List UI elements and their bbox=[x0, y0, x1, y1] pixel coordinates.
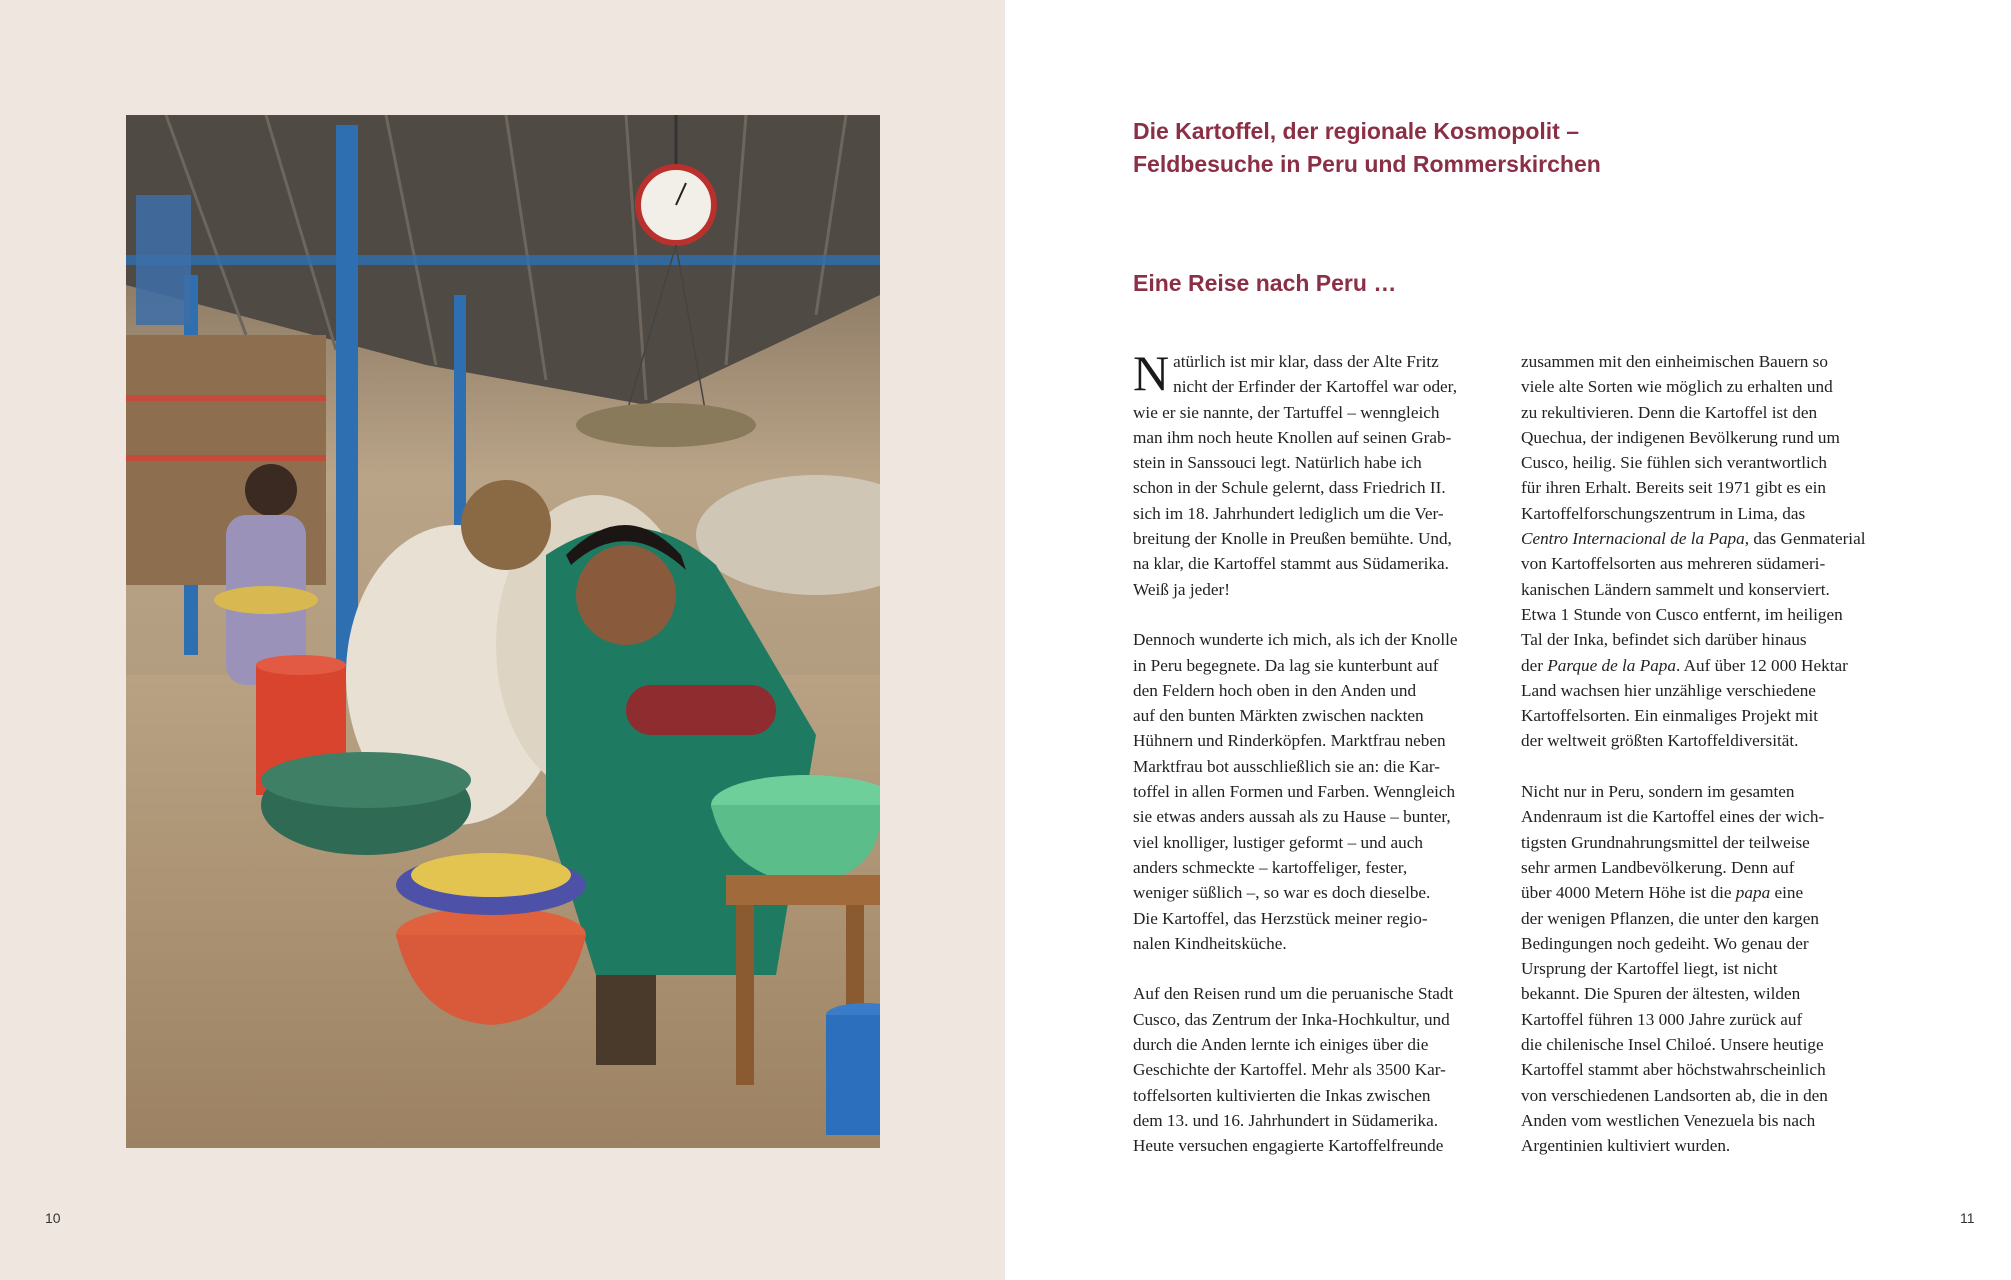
text-column-1 bbox=[1133, 345, 1511, 1159]
text-line: Nicht nur in Peru, sondern im gesamten bbox=[1521, 782, 1795, 802]
text-line: den Feldern hoch oben in den Anden und bbox=[1133, 680, 1417, 700]
paragraph bbox=[1133, 345, 1511, 602]
text-line: Andenraum ist die Kartoffel eines der wich- bbox=[1521, 807, 1825, 827]
text-line: stein in Sanssouci legt. Natürlich habe ich bbox=[1133, 453, 1422, 473]
text-line: Kartoffel führen 13 000 Jahre zurück auf bbox=[1521, 1009, 1803, 1029]
text-line: Land wachsen hier unzählige verschiedene bbox=[1521, 680, 1816, 700]
text-line: Auf den Reisen rund um die peruanische Stadt bbox=[1133, 984, 1454, 1004]
text-line: in Peru begegnete. Da lag sie kunterbunt auf bbox=[1133, 655, 1439, 675]
text-line: der wenigen Pflanzen, die unter den kargen bbox=[1521, 908, 1819, 928]
chapter-heading bbox=[1133, 115, 1853, 181]
text-line: viel knolliger, lustiger geformt – und auch bbox=[1133, 832, 1423, 852]
text-line: Dennoch wunderte ich mich, als ich der Knolle bbox=[1133, 630, 1458, 650]
paragraph bbox=[1133, 981, 1511, 1158]
market-photo bbox=[126, 115, 880, 1148]
text-line: Kartoffel stammt aber höchstwahrscheinlich bbox=[1521, 1060, 1826, 1080]
italic-term: Parque de la Papa bbox=[1547, 655, 1676, 675]
text-line: Anden vom westlichen Venezuela bis nach bbox=[1521, 1110, 1816, 1130]
text-line: toffelsorten kultivierten die Inkas zwischen bbox=[1133, 1085, 1431, 1105]
text-line: viele alte Sorten wie möglich zu erhalten und bbox=[1521, 377, 1833, 397]
italic-term: Centro Internacional de la Papa bbox=[1521, 529, 1745, 549]
text-line: Kartoffelforschungszentrum in Lima, das bbox=[1521, 503, 1806, 523]
text-line: wie er sie nannte, der Tartuffel – wenngleich bbox=[1133, 402, 1440, 422]
text-line: Etwa 1 Stunde von Cusco entfernt, im heiligen bbox=[1521, 604, 1843, 624]
page-number-right: 11 bbox=[1960, 1210, 1975, 1226]
text-line: sehr armen Landbevölkerung. Denn auf bbox=[1521, 857, 1795, 877]
text-line: der weltweit größten Kartoffeldiversität. bbox=[1521, 731, 1799, 751]
text-line: auf den bunten Märkten zwischen nackten bbox=[1133, 706, 1424, 726]
text-line: Tal der Inka, befindet sich darüber hinaus bbox=[1521, 630, 1807, 650]
text-line: der Parque de la Papa. Auf über 12 000 Hektar bbox=[1521, 655, 1848, 675]
text-line: Ursprung der Kartoffel liegt, ist nicht bbox=[1521, 959, 1778, 979]
text-line: Argentinien kultiviert wurden. bbox=[1521, 1136, 1731, 1156]
paragraph bbox=[1521, 678, 1899, 754]
text-line: bekannt. Die Spuren der ältesten, wilden bbox=[1521, 984, 1801, 1004]
paragraph bbox=[1521, 551, 1899, 652]
text-line: man ihm noch heute Knollen auf seinen Grab- bbox=[1133, 427, 1452, 447]
text-line: Bedingungen noch gedeiht. Wo genau der bbox=[1521, 933, 1809, 953]
text-line: die chilenische Insel Chiloé. Unsere heutige bbox=[1521, 1035, 1824, 1055]
text-line: atürlich ist mir klar, dass der Alte Fritz bbox=[1173, 352, 1439, 371]
text-line: weniger süßlich –, so war es doch dieselbe. bbox=[1133, 883, 1431, 903]
text-line: sich im 18. Jahrhundert lediglich um die Ver- bbox=[1133, 503, 1444, 523]
text-line: schon in der Schule gelernt, dass Friedrich II. bbox=[1133, 478, 1446, 498]
paragraph bbox=[1521, 779, 1899, 880]
text-line: Die Kartoffel, das Herzstück meiner regio- bbox=[1133, 908, 1428, 928]
paragraph bbox=[1521, 349, 1899, 526]
page-number-left: 10 bbox=[45, 1210, 61, 1226]
text-line: breitung der Knolle in Preußen bemühte. Und, bbox=[1133, 529, 1452, 549]
text-line: na klar, die Kartoffel stammt aus Südamerika. bbox=[1133, 554, 1449, 574]
text-line: Cusco, heilig. Sie fühlen sich verantwortlich bbox=[1521, 453, 1827, 473]
text-line: Weiß ja jeder! bbox=[1133, 579, 1230, 599]
text-line: anders schmeckte – kartoffeliger, fester, bbox=[1133, 857, 1408, 877]
text-line: dem 13. und 16. Jahrhundert in Südamerika. bbox=[1133, 1110, 1439, 1130]
text-line: kanischen Ländern sammelt und konserviert. bbox=[1521, 579, 1830, 599]
text-line: Cusco, das Zentrum der Inka-Hochkultur, und bbox=[1133, 1009, 1450, 1029]
text-line: Hühnern und Rinderköpfen. Marktfrau neben bbox=[1133, 731, 1446, 751]
text-line: Kartoffelsorten. Ein einmaliges Projekt mit bbox=[1521, 706, 1819, 726]
paragraph bbox=[1133, 627, 1511, 956]
right-page bbox=[1005, 0, 2011, 1280]
drop-cap: N bbox=[1133, 345, 1170, 401]
heading-line-2: Feldbesuche in Peru und Rommerskirchen bbox=[1133, 151, 1601, 177]
text-line: Centro Internacional de la Papa, das Genmaterial bbox=[1521, 529, 1866, 549]
heading-line-1: Die Kartoffel, der regionale Kosmopolit – bbox=[1133, 118, 1580, 144]
left-page bbox=[0, 0, 1005, 1280]
text-line: Marktfrau bot ausschließlich sie an: die Kar- bbox=[1133, 756, 1441, 776]
text-line: toffel in allen Formen und Farben. Wenngleich bbox=[1133, 782, 1456, 802]
section-subheading: Eine Reise nach Peru … bbox=[1133, 270, 1397, 296]
italic-term: papa bbox=[1735, 883, 1771, 903]
text-line: Geschichte der Kartoffel. Mehr als 3500 Kar- bbox=[1133, 1060, 1446, 1080]
text-line: nalen Kindheitsküche. bbox=[1133, 933, 1287, 953]
text-line: Heute versuchen engagierte Kartoffelfreunde bbox=[1133, 1136, 1444, 1156]
text-line: tigsten Grundnahrungsmittel der teilweise bbox=[1521, 832, 1810, 852]
text-line: zu rekultivieren. Denn die Kartoffel ist den bbox=[1521, 402, 1818, 422]
text-line: nicht der Erfinder der Kartoffel war oder, bbox=[1173, 377, 1457, 397]
text-line: über 4000 Metern Höhe ist die papa eine bbox=[1521, 883, 1804, 903]
text-line: Quechua, der indigenen Bevölkerung rund um bbox=[1521, 427, 1840, 447]
text-line: für ihren Erhalt. Bereits seit 1971 gibt es ein bbox=[1521, 478, 1827, 498]
market-photo-illustration bbox=[126, 115, 880, 1148]
text-line: zusammen mit den einheimischen Bauern so bbox=[1521, 352, 1828, 371]
text-column-2 bbox=[1521, 349, 1899, 1159]
text-line: von Kartoffelsorten aus mehreren südameri- bbox=[1521, 554, 1826, 574]
text-line: von verschiedenen Landsorten ab, die in den bbox=[1521, 1085, 1828, 1105]
text-line: durch die Anden lernte ich einiges über die bbox=[1133, 1035, 1429, 1055]
text-line: sie etwas anders aussah als zu Hause – bunter, bbox=[1133, 807, 1451, 827]
paragraph bbox=[1521, 906, 1899, 1159]
